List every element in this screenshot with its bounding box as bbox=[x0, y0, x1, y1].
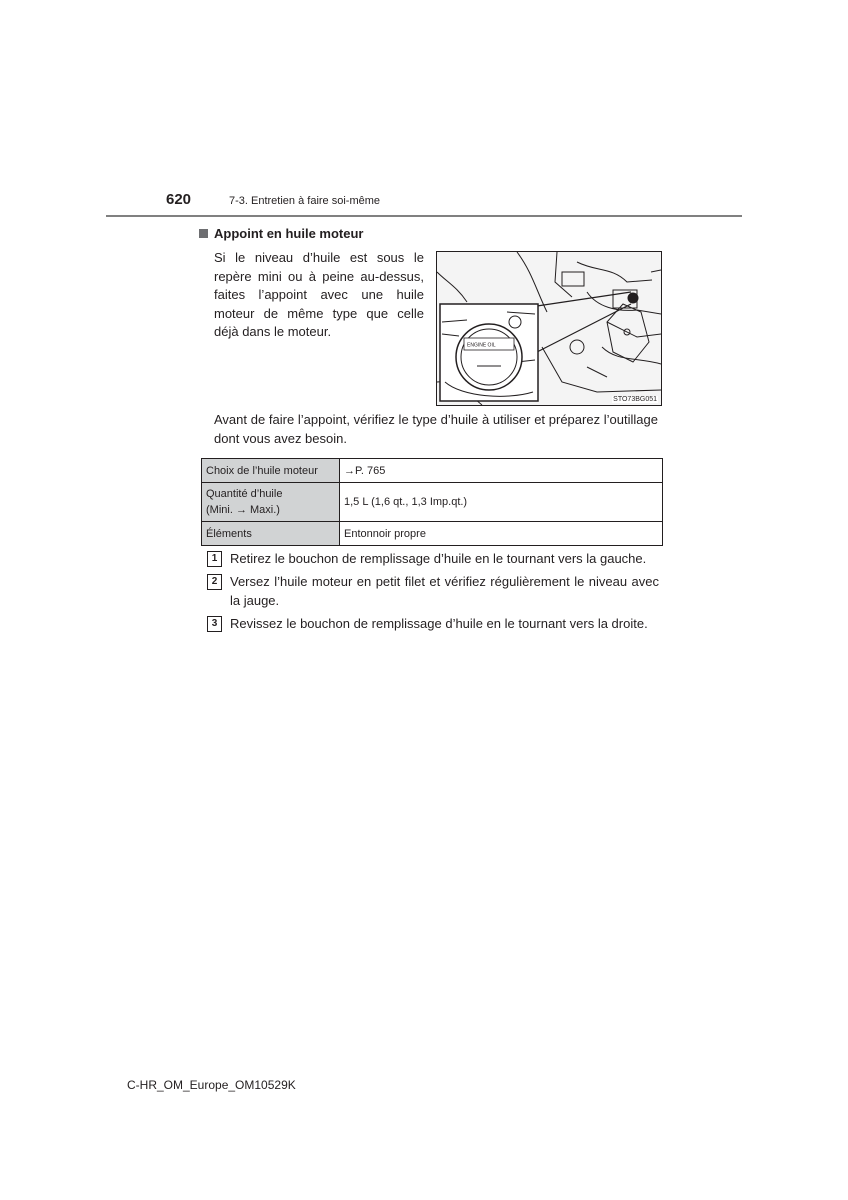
header-rule bbox=[106, 215, 742, 217]
list-item bbox=[207, 572, 659, 610]
engine-oil-cap-figure bbox=[436, 251, 662, 406]
table-row bbox=[202, 483, 663, 522]
step-text: Retirez le bouchon de remplissage d’huile en le tournant vers la gauche. bbox=[230, 551, 647, 566]
table-label-line: (Mini. → Maxi.) bbox=[206, 504, 280, 516]
intro-paragraph: Si le niveau d’huile est sous le repère mini ou à peine au-dessus, faites l’appoint avec une huile moteur de même type que celle déjà dans le moteur. bbox=[214, 250, 424, 339]
spec-table bbox=[201, 458, 663, 546]
step-text: Revissez le bouchon de remplissage d’huile en le tournant vers la droite. bbox=[230, 616, 648, 631]
before-paragraph: Avant de faire l’appoint, vérifiez le type d’huile à utiliser et préparez l’outillage dont vous avez besoin. bbox=[214, 412, 658, 446]
table-value: 1,5 L (1,6 qt., 1,3 Imp.qt.) bbox=[340, 483, 663, 522]
step-number: 1 bbox=[207, 551, 222, 567]
table-row bbox=[202, 522, 663, 546]
document-code: C-HR_OM_Europe_OM10529K bbox=[127, 1078, 296, 1092]
table-label: Choix de l’huile moteur bbox=[202, 459, 340, 483]
step-number: 2 bbox=[207, 574, 222, 590]
table-label-line: Quantité d’huile bbox=[206, 488, 283, 500]
table-value: Entonnoir propre bbox=[340, 522, 663, 546]
table-row bbox=[202, 459, 663, 483]
square-bullet-icon bbox=[199, 229, 208, 238]
figure-code: STO73BG051 bbox=[613, 396, 657, 403]
list-item bbox=[207, 614, 659, 633]
engine-bay-illustration bbox=[437, 252, 661, 405]
table-label bbox=[202, 483, 340, 522]
section-title: 7-3. Entretien à faire soi-même bbox=[229, 195, 381, 207]
step-number: 3 bbox=[207, 616, 222, 632]
subsection-heading bbox=[199, 226, 364, 241]
cap-label: ENGINE OIL bbox=[467, 342, 496, 349]
table-label: Éléments bbox=[202, 522, 340, 546]
subsection-title: Appoint en huile moteur bbox=[214, 226, 364, 241]
table-value: →P. 765 bbox=[340, 459, 663, 483]
steps-list bbox=[207, 549, 659, 637]
step-text: Versez l’huile moteur en petit filet et vérifiez régulièrement le niveau avec la jauge. bbox=[230, 574, 659, 608]
page-number: 620 bbox=[166, 191, 192, 208]
list-item bbox=[207, 549, 659, 568]
